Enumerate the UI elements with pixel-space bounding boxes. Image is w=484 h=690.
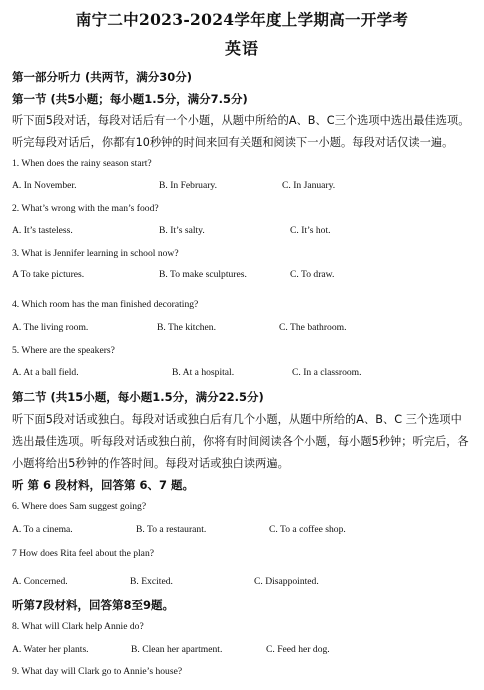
question-stem-2: 2. What’s wrong with the man’s food? [12,203,159,214]
question-8-option-a: A. Water her plants. [12,644,89,655]
question-8-option-b: B. Clean her apartment. [131,644,223,655]
question-7-option-a: A. Concerned. [12,576,68,587]
section2-instruction-1: 听下面5段对话或独白。每段对话或独白后有几个小题，从题中所给的A、B、C 三个选项中 [12,413,462,426]
section1-instruction-2: 听完每段对话后，你都有10秒钟的时间来回有关题和阅读下一小题。每段对话仅读一遍。 [12,136,454,149]
question-stem-5: 5. Where are the speakers? [12,345,115,356]
question-stem-3: 3. What is Jennifer learning in school now? [12,248,179,259]
question-2-option-b: B. It’s salty. [159,225,205,236]
question-7-option-c: C. Disappointed. [254,576,319,587]
question-4-option-b: B. The kitchen. [157,322,216,333]
question-5-option-b: B. At a hospital. [172,367,235,378]
question-4-option-c: C. The bathroom. [279,322,347,333]
question-1-option-c: C. In January. [282,180,336,191]
question-3-option-c: C. To draw. [290,269,335,280]
question-7-option-b: B. Excited. [130,576,173,587]
question-5-option-a: A. At a ball field. [12,367,79,378]
section2-heading: 第二节 (共15小题，每小题1.5分，满分22.5分) [12,390,264,404]
exam-title: 南宁二中2023-2024学年度上学期高一开学考 [75,10,409,29]
question-stem-8: 8. What will Clark help Annie do? [12,621,144,632]
question-2-option-a: A. It’s tasteless. [12,225,73,236]
question-2-option-c: C. It’s hot. [290,225,331,236]
section2-instruction-2: 选出最佳选项。听每段对话或独白前，你将有时间阅读各个小题，每小题5秒钟；听完后，各 [12,435,469,448]
question-8-option-c: C. Feed her dog. [266,644,330,655]
question-1-option-b: B. In February. [159,180,217,191]
question-3-option-b: B. To make sculptures. [159,269,247,280]
exam-subject: 英语 [224,39,259,58]
question-stem-9: 9. What day will Clark go to Annie’s house? [12,666,183,677]
section1-instruction-1: 听下面5段对话，每段对话后有一个小题，从题中所给的A、B、C三个选项中选出最佳选项。 [12,114,470,127]
section1-heading: 第一节 (共5小题；每小题1.5分，满分7.5分) [12,92,248,106]
question-stem-1: 1. When does the rainy season start? [12,158,152,169]
question-5-option-c: C. In a classroom. [292,367,362,378]
question-4-option-a: A. The living room. [12,322,89,333]
question-stem-7: 7 How does Rita feel about the plan? [12,548,154,559]
question-6-option-b: B. To a restaurant. [136,524,207,535]
part1-heading: 第一部分听力 (共两节，满分30分) [12,70,193,84]
question-stem-6: 6. Where does Sam suggest going? [12,501,147,512]
question-6-option-a: A. To a cinema. [12,524,73,535]
material-6-heading: 听 第 6 段材料，回答第 6、7 题。 [12,478,195,492]
section2-instruction-3: 小题将给出5秒钟的作答时间。每段对话或独白读两遍。 [12,457,289,470]
question-stem-4: 4. Which room has the man finished decorating? [12,299,199,310]
question-3-option-a: A To take pictures. [12,269,85,280]
material-7-heading: 听第7段材料，回答第8至9题。 [12,598,175,612]
question-6-option-c: C. To a coffee shop. [269,524,346,535]
question-1-option-a: A. In November. [12,180,77,191]
